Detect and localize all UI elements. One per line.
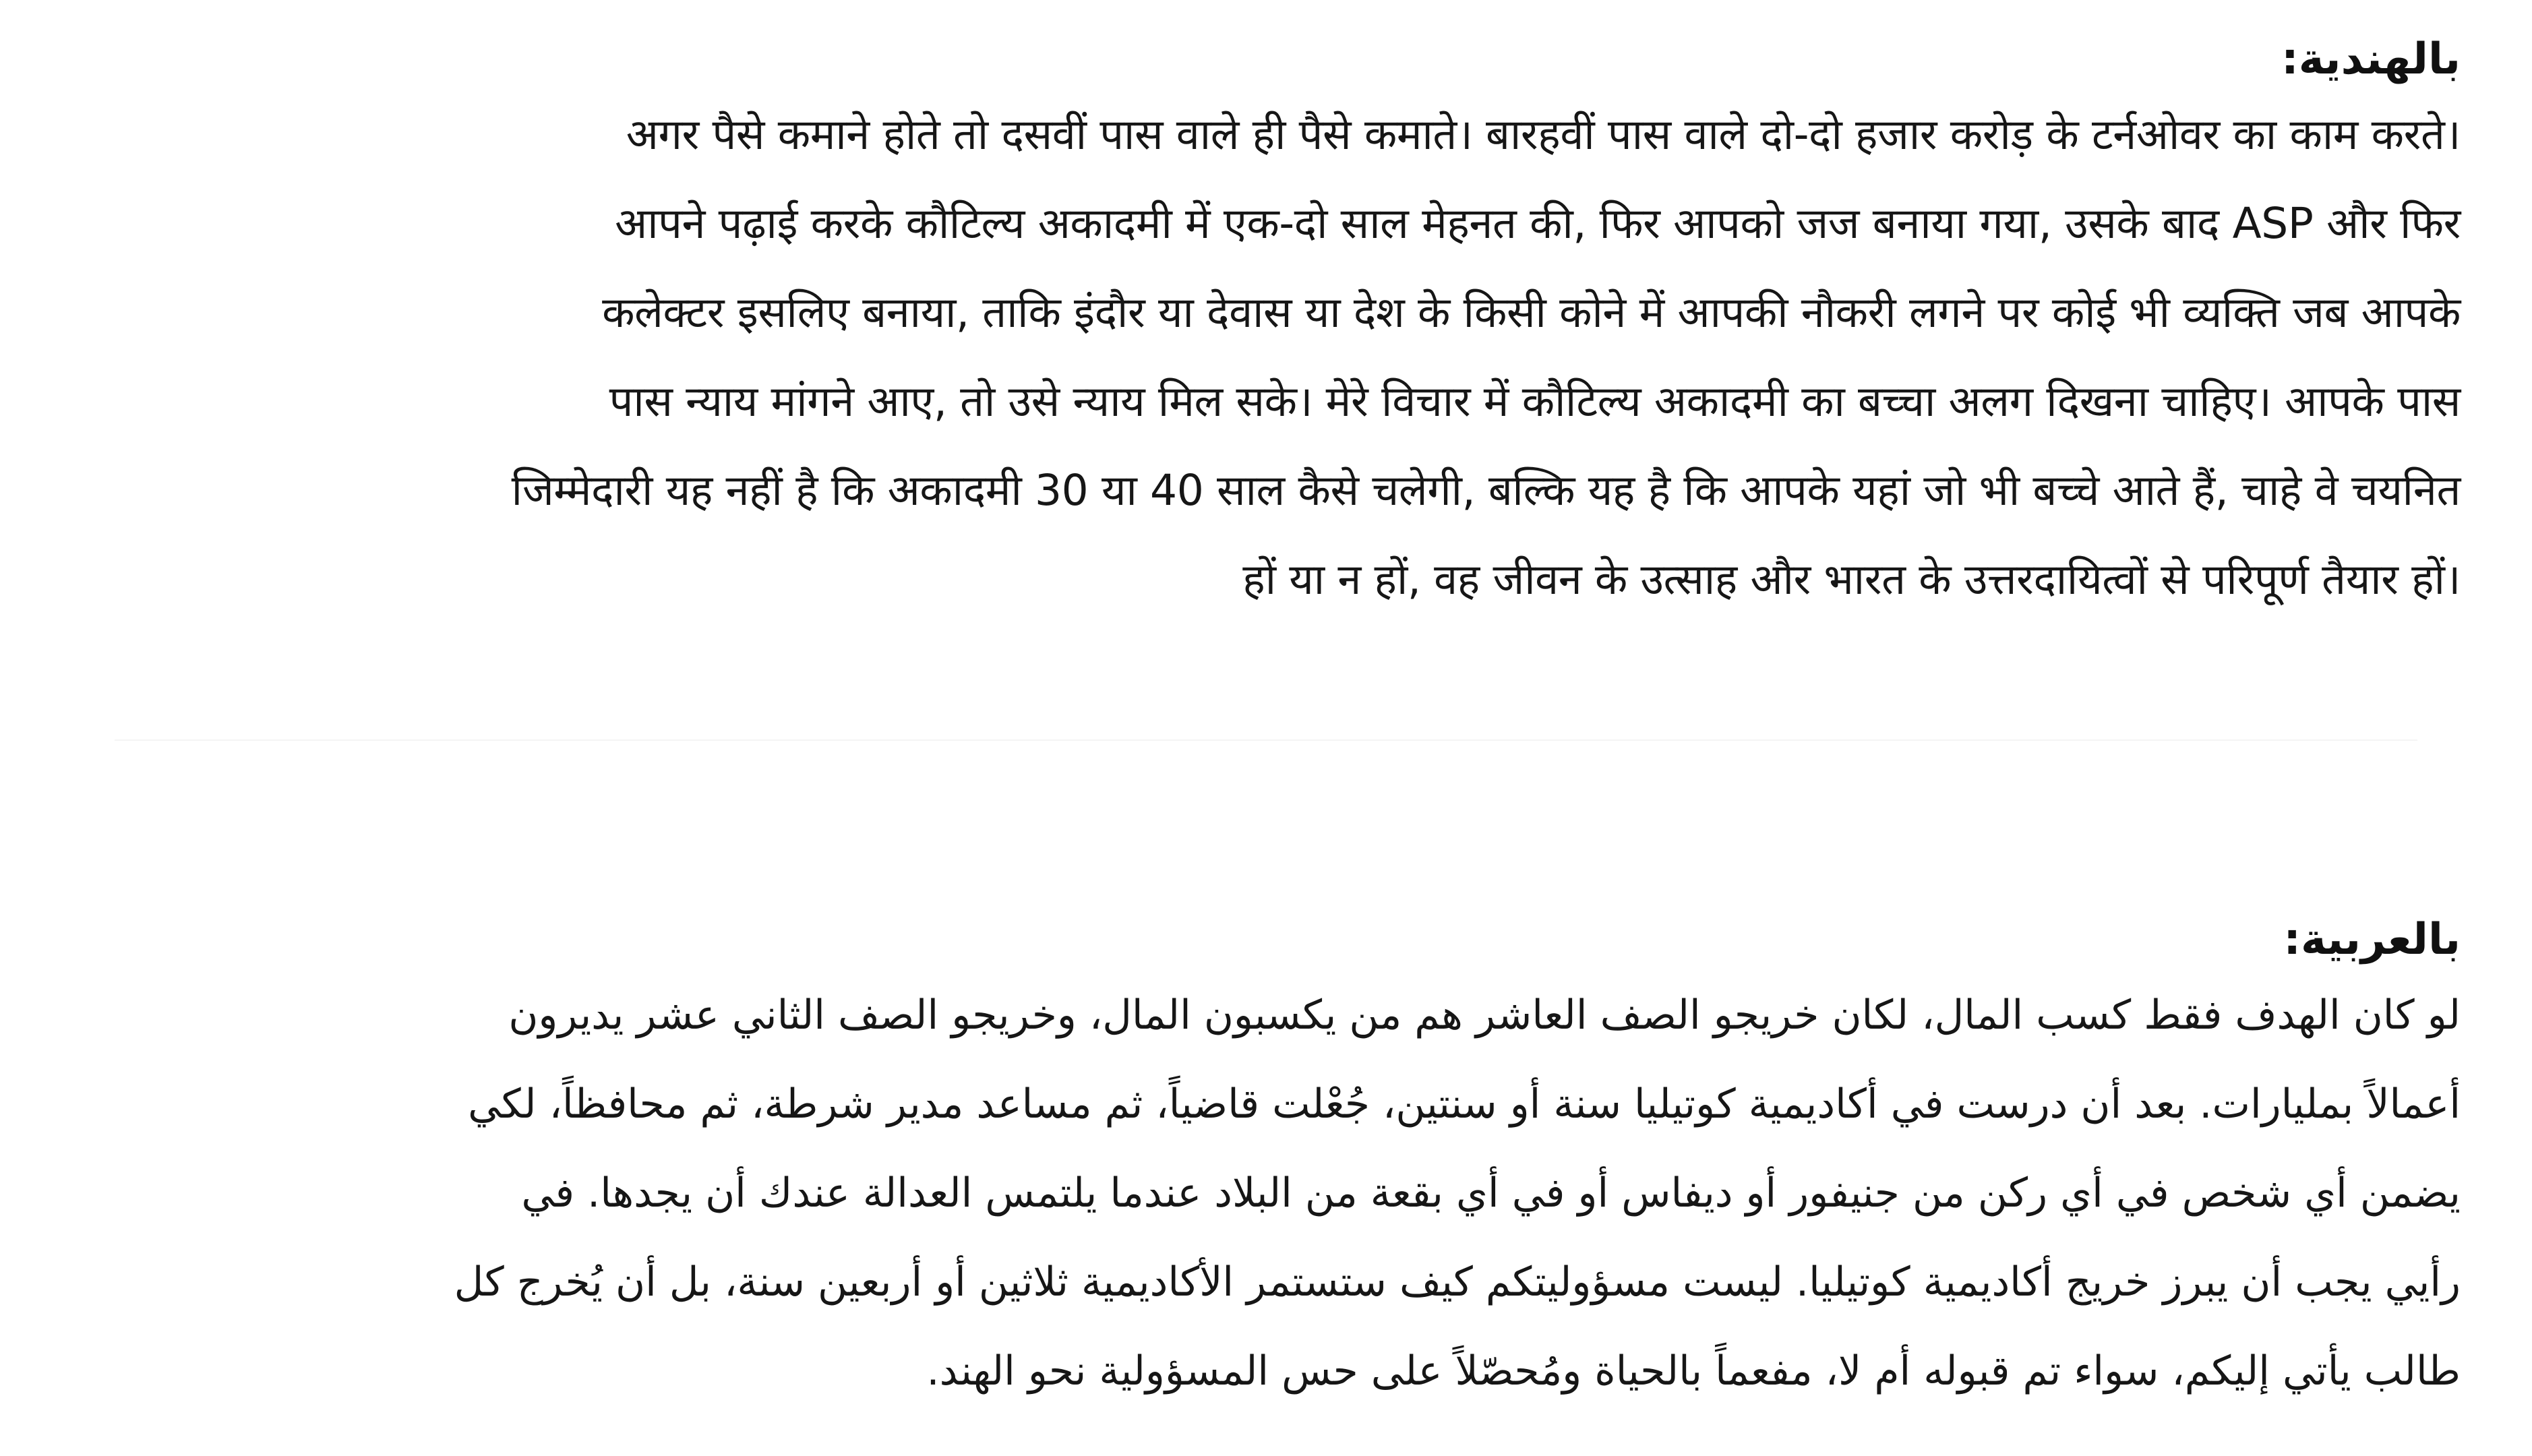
hindi-paragraph-line: कलेक्टर इसलिए बनाया, ताकि इंदौर या देवास या देश के किसी कोने में आपकी नौकरी लगने पर कोई भी व्यक्ति जब आपके	[602, 288, 2461, 337]
hindi-section-heading: بالهندية:	[2281, 34, 2461, 84]
arabic-paragraph-line: يضمن أي شخص في أي ركن من جنيفور أو ديفاس أو في أي بقعة من البلاد عندما يلتمس العدالة عندك أن يجدها. في	[521, 1170, 2461, 1217]
arabic-paragraph-line: طالب يأتي إليكم، سواء تم قبوله أم لا، مفعماً بالحياة ومُحصّلاً على حس المسؤولية نحو الهند.	[926, 1347, 2461, 1395]
arabic-section-heading: بالعربية:	[2283, 915, 2461, 965]
arabic-paragraph-line: لو كان الهدف فقط كسب المال، لكان خريجو الصف العاشر هم من يكسبون المال، وخريجو الصف الثاني عشر يديرون	[508, 992, 2461, 1039]
arabic-paragraph-line: رأيي يجب أن يبرز خريج أكاديمية كوتيليا. ليست مسؤوليتكم كيف ستستمر الأكاديمية ثلاثين أو أربعين سنة، بل أن يُخرج كل	[454, 1258, 2461, 1306]
hindi-paragraph-line: जिम्मेदारी यह नहीं है कि अकादमी 30 या 40 साल कैसे चलेगी, बल्कि यह है कि आपके यहां जो भी बच्चे आते हैं, चाहे वे चयनित	[511, 466, 2461, 515]
arabic-translation-section	[101, 909, 2461, 1416]
arabic-paragraph-line: أعمالاً بمليارات. بعد أن درست في أكاديمية كوتيليا سنة أو سنتين، جُعْلت قاضياً، ثم مساعد مدير شرطة، ثم محافظاً، لكي	[468, 1081, 2461, 1128]
hindi-paragraph	[101, 90, 2461, 624]
hindi-paragraph-line: पास न्याय मांगने आए, तो उसे न्याय मिल सके। मेरे विचार में कौटिल्य अकादमी का बच्चा अलग दिखना चाहिए। आपके पास	[609, 377, 2461, 426]
arabic-paragraph	[101, 971, 2461, 1416]
hindi-paragraph-line: अगर पैसे कमाने होते तो दसवीं पास वाले ही पैसे कमाते। बारहवीं पास वाले दो-दो हजार करोड़ के टर्नओवर का काम करते।	[626, 110, 2461, 159]
hindi-paragraph-line: हों या न हों, वह जीवन के उत्साह और भारत के उत्तरदायित्वों से परिपूर्ण तैयार हों।	[1242, 555, 2461, 604]
section-separator	[115, 739, 2417, 741]
hindi-paragraph-line: आपने पढ़ाई करके कौटिल्य अकादमी में एक-दो साल मेहनत की, फिर आपको जज बनाया गया, उसके बाद ASP और फिर	[615, 199, 2461, 248]
hindi-translation-section	[101, 28, 2461, 624]
